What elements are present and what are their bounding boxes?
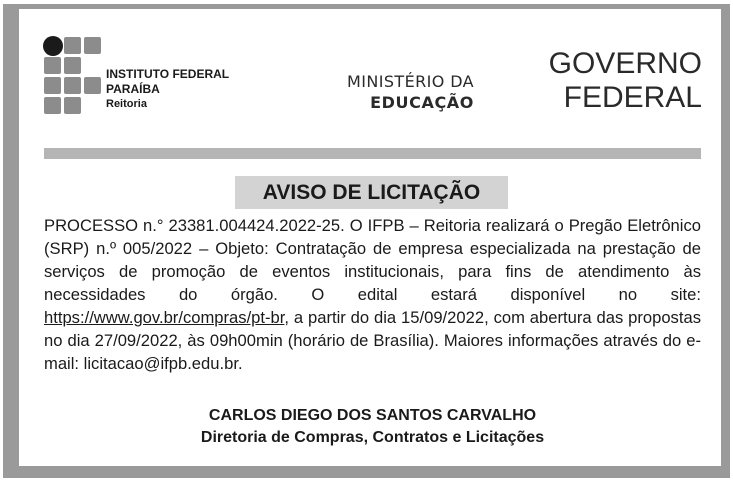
ministry-line-1: MINISTÉRIO DA bbox=[347, 72, 474, 91]
logo-square bbox=[64, 57, 81, 74]
institute-line-2: PARAÍBA bbox=[106, 82, 160, 96]
header-divider bbox=[44, 148, 701, 159]
signature-block bbox=[44, 405, 701, 449]
government-line-1: GOVERNO bbox=[548, 47, 702, 80]
logo-square bbox=[64, 77, 81, 94]
logo-square bbox=[64, 37, 81, 54]
ministry-logo bbox=[312, 71, 474, 113]
notice-frame bbox=[3, 4, 730, 478]
notice-body-text-1: PROCESSO n.° 23381.004424.2022-25. O IFPB – Reitoria realizará o Pregão Eletrônico (SRP) n.º 005/2022 – Objeto: Contratação de empresa especializada na prestação de serviços de promoção de eventos institucionais, para fins de atendimento às necessidades do órgão. O edital estará disponível no site: bbox=[44, 216, 701, 304]
logo-dot bbox=[43, 36, 63, 56]
notice-panel bbox=[19, 9, 721, 466]
logo-square bbox=[44, 97, 61, 114]
signature-role: Diretoria de Compras, Contratos e Licitações bbox=[200, 429, 545, 446]
logo-square bbox=[64, 97, 81, 114]
institute-name bbox=[106, 67, 229, 112]
government-line-2: FEDERAL bbox=[563, 81, 702, 114]
notice-body-text-2: , a partir do dia 15/09/2022, com abertura das propostas no dia 27/09/2022, às 09h00min (horário de Brasília). Maiores informações através do e-mail: licitacao@ifpb.edu.br. bbox=[44, 308, 701, 373]
logo-square bbox=[84, 37, 101, 54]
compras-link[interactable]: https://www.gov.br/compras/pt-br bbox=[44, 308, 285, 327]
logo-square bbox=[44, 57, 61, 74]
ministry-line-2: EDUCAÇÃO bbox=[370, 93, 474, 112]
notice-title: AVISO DE LICITAÇÃO bbox=[235, 176, 508, 209]
institute-line-1: INSTITUTO FEDERAL bbox=[106, 67, 230, 81]
signature-name: CARLOS DIEGO DOS SANTOS CARVALHO bbox=[208, 407, 537, 424]
logo-square bbox=[44, 77, 61, 94]
institute-line-3: Reitoria bbox=[106, 98, 147, 110]
government-logo bbox=[527, 47, 702, 115]
notice-body bbox=[44, 214, 701, 375]
logo-square bbox=[84, 77, 101, 94]
ifpb-logo-icon bbox=[44, 37, 102, 115]
